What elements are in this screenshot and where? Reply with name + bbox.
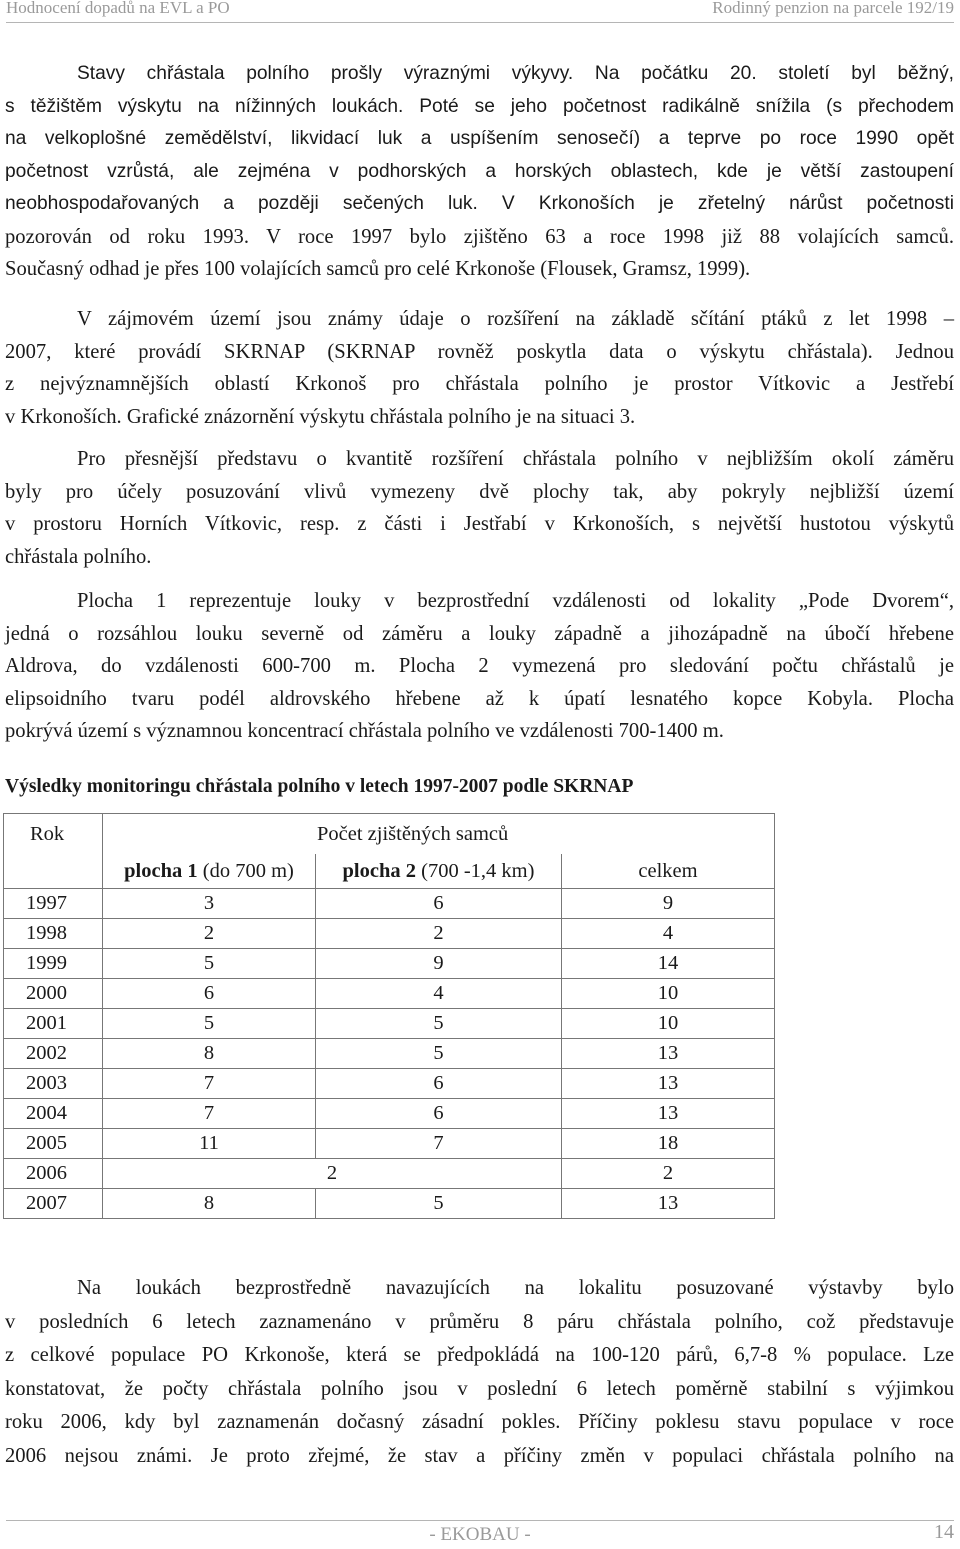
cell-plot1: 11 — [103, 1129, 316, 1159]
text-line: Aldrova, do vzdálenosti 600-700 m. Plocha 2 vymezená pro sledování počtu chřástalů je — [5, 655, 954, 677]
cell-year: 1998 — [4, 919, 103, 949]
cell-total: 4 — [562, 919, 775, 949]
text-line: v Krkonoších. Grafické znázornění výskytu chřástala polního je na situaci 3. — [5, 405, 636, 428]
table-subheader-row — [4, 854, 775, 889]
text-line: chřástala polního. — [5, 545, 152, 568]
text-line: roku 2006, kdy byl zaznamenán dočasný zásadní pokles. Příčiny poklesu stavu populace v roce — [5, 1411, 954, 1433]
cell-total: 13 — [562, 1069, 775, 1099]
text-line: jedná o rozsáhlou louku severně od záměru a louky západně a jihozápadně na úbočí hřebene — [5, 622, 954, 645]
table-row — [4, 1189, 775, 1219]
cell-total: 13 — [562, 1189, 775, 1219]
cell-year: 2002 — [4, 1039, 103, 1069]
cell-plot1: 7 — [103, 1099, 316, 1129]
table-row — [4, 1129, 775, 1159]
cell-plot1: 6 — [103, 979, 316, 1009]
header-project-title: Rodinný penzion na parcele 192/19 — [712, 0, 954, 17]
header-plot2-name: plocha 2 — [342, 860, 417, 882]
cell-year: 2006 — [4, 1159, 103, 1189]
text-line: V zájmovém území jsou známy údaje o rozšíření na základě sčítání ptáků z let 1998 – — [77, 308, 954, 330]
table-row — [4, 919, 775, 949]
cell-plot2: 5 — [316, 1039, 562, 1069]
cell-year: 1997 — [4, 889, 103, 919]
cell-year: 2004 — [4, 1099, 103, 1129]
cell-plot2: 4 — [316, 979, 562, 1009]
table-row — [4, 1159, 775, 1189]
cell-total: 10 — [562, 979, 775, 1009]
cell-year: 2005 — [4, 1129, 103, 1159]
text-line: pozorován od roku 1993. V roce 1997 bylo zjištěno 63 a roce 1998 již 88 volajících samců. — [5, 225, 954, 248]
cell-plot2: 6 — [316, 1069, 562, 1099]
table-header-row — [4, 814, 775, 855]
header-plot2 — [316, 854, 562, 889]
cell-total: 14 — [562, 949, 775, 979]
footer-divider — [6, 1520, 954, 1521]
cell-plots-merged: 2 — [103, 1159, 562, 1189]
cell-plot2: 6 — [316, 1099, 562, 1129]
text-line: početnost vzrůstá, ale zejména v podhorských a horských oblastech, kde je větší zastoupení — [5, 160, 954, 182]
table-caption: Výsledky monitoringu chřástala polního v letech 1997-2007 podle SKRNAP — [5, 776, 634, 797]
cell-plot1: 5 — [103, 1009, 316, 1039]
cell-year: 2000 — [4, 979, 103, 1009]
cell-total: 18 — [562, 1129, 775, 1159]
text-line: na velkoplošné zemědělství, likvidací luk a uspíšením senosečí) a teprve po roce 1990 opět — [5, 128, 954, 149]
table-row — [4, 949, 775, 979]
header-plot1-range: (do 700 m) — [197, 860, 294, 882]
table-row — [4, 1069, 775, 1099]
cell-total: 2 — [562, 1159, 775, 1189]
text-line: neobhospodařovaných a později sečených luk. V Krkonoších je zřetelný nárůst početnosti — [5, 193, 954, 214]
cell-plot1: 3 — [103, 889, 316, 919]
cell-plot2: 9 — [316, 949, 562, 979]
cell-plot2: 2 — [316, 919, 562, 949]
text-line: elipsoidního tvaru podél aldrovského hřebene až k úpatí lesnatého kopce Kobyla. Plocha — [5, 687, 954, 710]
header-plot1 — [103, 854, 316, 889]
cell-total: 13 — [562, 1099, 775, 1129]
text-line: z celkové populace PO Krkonoše, která se předpokládá na 100-120 párů, 6,7-8 % populace. Lze — [5, 1344, 954, 1366]
monitoring-table — [3, 813, 775, 1219]
text-line: Na loukách bezprostředně navazujících na lokalitu posuzované výstavby bylo — [77, 1277, 954, 1299]
paragraph-local-population — [5, 1272, 954, 1473]
table-row — [4, 889, 775, 919]
cell-year: 1999 — [4, 949, 103, 979]
header-year-empty — [4, 854, 103, 889]
table-row — [4, 1099, 775, 1129]
paragraph-survey-areas — [5, 443, 954, 573]
header-year: Rok — [4, 814, 103, 855]
page-number: 14 — [934, 1521, 954, 1543]
table-row — [4, 1039, 775, 1069]
text-line: byly pro účely posuzování vlivů vymezeny dvě plochy tak, aby pokryly nejbližší území — [5, 480, 954, 503]
paragraph-plot-description — [5, 585, 954, 748]
header-count-group-label: Počet zjištěných samců — [317, 823, 509, 845]
cell-plot2: 7 — [316, 1129, 562, 1159]
cell-plot2: 5 — [316, 1009, 562, 1039]
cell-year: 2001 — [4, 1009, 103, 1039]
text-line: Plocha 1 reprezentuje louky v bezprostřední vzdálenosti od lokality „Pode Dvorem“, — [77, 590, 954, 612]
text-line: Současný odhad je přes 100 volajících samců pro celé Krkonoše (Flousek, Gramsz, 1999). — [5, 258, 751, 280]
cell-total: 9 — [562, 889, 775, 919]
cell-plot1: 8 — [103, 1039, 316, 1069]
header-count-group — [103, 814, 775, 855]
cell-plot1: 8 — [103, 1189, 316, 1219]
text-line: v prostoru Horních Vítkovic, resp. z části i Jestřabí v Krkonoších, s největší hustotou výskytů — [5, 513, 954, 535]
text-line: v posledních 6 letech zaznamenáno v průměru 8 páru chřástala polního, což představuje — [5, 1310, 954, 1333]
text-line: 2007, které provádí SKRNAP (SKRNAP rovněž poskytla data o výskytu chřástala). Jednou — [5, 340, 954, 363]
header-total: celkem — [562, 854, 775, 889]
text-line: s těžištěm výskytu na nížinných loukách. Poté se jeho početnost radikálně snížila (s přechodem — [5, 95, 954, 117]
cell-total: 10 — [562, 1009, 775, 1039]
cell-plot1: 7 — [103, 1069, 316, 1099]
paragraph-population-history — [5, 58, 954, 286]
table-row — [4, 1009, 775, 1039]
cell-plot1: 2 — [103, 919, 316, 949]
header-document-title: Hodnocení dopadů na EVL a PO — [6, 0, 230, 17]
text-line: konstatovat, že počty chřástala polního jsou v poslední 6 letech poměrně stabilní s výjimkou — [5, 1377, 954, 1400]
text-line: Stavy chřástala polního prošly výraznými výkyvy. Na počátku 20. století byl běžný, — [77, 63, 954, 84]
header-plot1-name: plocha 1 — [124, 860, 198, 882]
paragraph-study-area — [5, 303, 954, 433]
header-plot2-range: (700 -1,4 km) — [416, 860, 535, 882]
cell-year: 2003 — [4, 1069, 103, 1099]
cell-year: 2007 — [4, 1189, 103, 1219]
table-row — [4, 979, 775, 1009]
cell-total: 13 — [562, 1039, 775, 1069]
text-line: z nejvýznamnějších oblastí Krkonoš pro chřástala polního je prostor Vítkovic a Jestřebí — [5, 373, 954, 395]
cell-plot1: 5 — [103, 949, 316, 979]
page-header — [6, 0, 954, 23]
cell-plot2: 5 — [316, 1189, 562, 1219]
text-line: 2006 nejsou známi. Je proto zřejmé, že stav a příčiny změn v populaci chřástala polního na — [5, 1444, 954, 1467]
cell-plot2: 6 — [316, 889, 562, 919]
text-line: Pro přesnější představu o kvantitě rozšíření chřástala polního v nejbližším okolí záměru — [77, 448, 954, 470]
footer-company: - EKOBAU - — [429, 1524, 531, 1545]
text-line: pokrývá území s významnou koncentrací chřástala polního ve vzdálenosti 700-1400 m. — [5, 720, 724, 742]
